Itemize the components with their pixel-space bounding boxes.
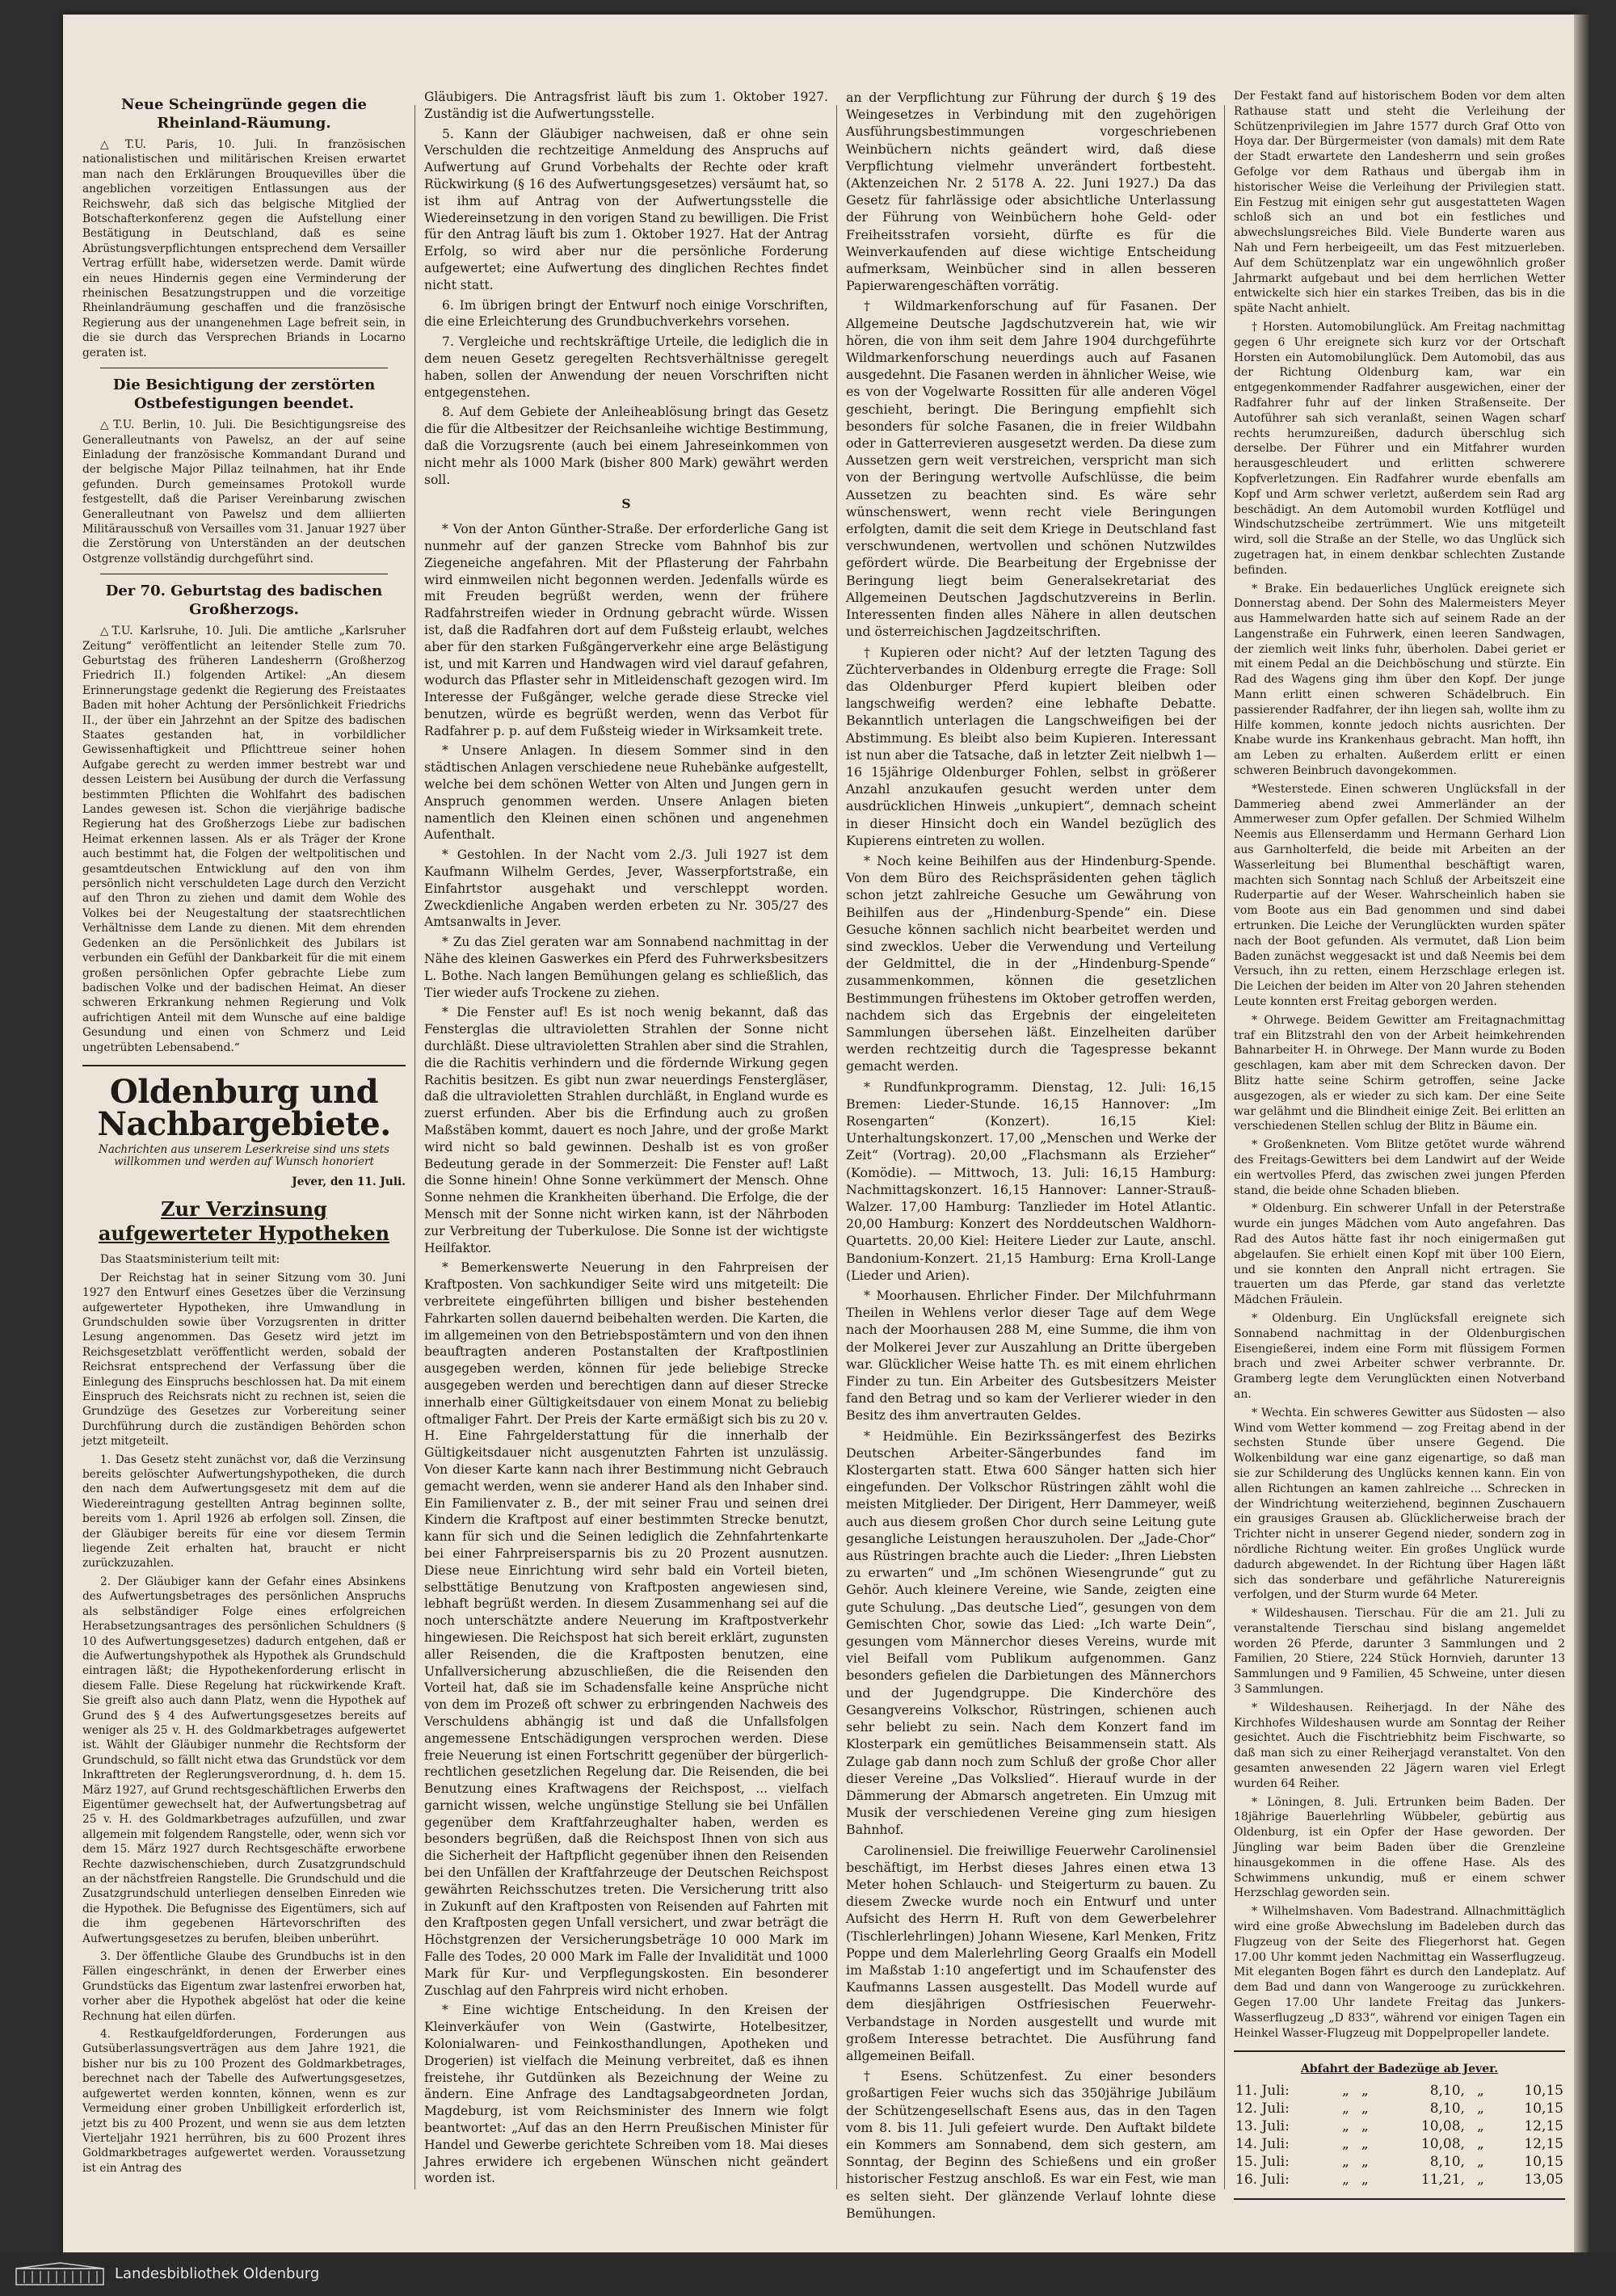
column-rule-2 — [836, 105, 837, 2189]
article-oldenburg-2: * Oldenburg. Ein Unglücksfall ereignete sich Sonnabend nachmittag in der Oldenburgischen Eisengießerei, indem eine Form mit flüssigem Formen brach und zwei Arbeiter schwer verbrannte. Dr. Gramberg legte dem Verunglückten einen Notverband an. — [1234, 1311, 1565, 1401]
article-grossenkneten: * Großenkneten. Vom Blitze getötet wurde während des Freitags-Gewitters bei dem Landwirt auf der Weide ein wertvolles Pferd, das zwischen zwei jungen Pferden stand, die beide ohne Schaden blieben. — [1234, 1138, 1565, 1197]
article-anton-guenther-strasse: * Von der Anton Günther-Straße. Der erforderliche Gang ist nunmehr auf der ganzen Strecke vom Bahnhof bis zur Ziegeneiche angefahren. Mit der Pflasterung der Fahrbahn wird einmweilen nicht begonnen werden. Jedenfalls würde es mit Freuden begrüßt werden, wenn der frühere Radfahrstreifen wieder in Ordnung gebracht würde. Wissen ist, daß die Radfahren dort auf dem Fußsteig erlaubt, welches aber für den starken Fußgängerverkehr eine arge Belästigung ist, und mit Karren und Handwagen wird viel darauf gefahren, wodurch das Pflaster sehr in Mitleidenschaft gezogen wird. Im Interesse der Fußgänger, welche gerade diese Strecke viel benutzen, würde es begrüßt werden, wenn das Verbot für Radfahrer p. p. auf dem Fußsteig wieder in Wirksamkeit trete. — [424, 522, 828, 738]
article-westerstede: *Westerstede. Einen schweren Unglücksfall in der Dammerieg abend zwei Ammerländer an der Ammerweser zum Opfer gefallen. Der Schmied Wilhelm Neemis aus Ellenserdamm und Hermann Gerhard Lion aus Garnholterfeld, die beide mit Arbeiten an der Wasserleitung bei Blumenthal beschäftigt waren, machten sich Sonntag nach Schluß der Arbeitszeit eine Ruderpartie auf der Weser. Wahrscheinlich haben sie vom Boote aus ein Bad genommen und sind dabei ertrunken. Die Leiche der Verunglückten wurden später nach der Boot gefunden. Als vermutet, daß Lion beim Baden zunächst weggesackt ist und daß Neemis bei dem Versuch, ihn zu retten, einem Herzschlage erlegen ist. Die Leichen der beiden im Alter von 20 Jahren stehenden Leute konnten erst Freitag geborgen werden. — [1234, 782, 1565, 1009]
article-kupieren: † Kupieren oder nicht? Auf der letzten Tagung des Züchterverbandes in Oldenburg erregte die Frage: Soll das Oldenburger Pferd kupiert bleiben oder langschweifig werden? eine lebhafte Debatte. Bekanntlich unterlagen die Langschweifigen bei der Abstimmung. Es bleibt also beim Kupieren. Interessant ist nun aber die Tatsache, daß in letzter Zeit nielbwh 1—16 15jährige Oldenburger Fohlen, selbst in größerer Anzahl anzukaufen gesucht werden unter dem ausdrücklichen Hinweis „unkupiert“, demnach scheint in dieser Hinsicht doch ein Wandel bezüglich des Kupierens eintreten zu wollen. — [846, 644, 1216, 848]
paragraph: 5. Kann der Gläubiger nachweisen, daß er ohne sein Verschulden die rechtzeitige Anmeldung des Anspruchs auf Aufwertung auf Grund Vorbehalts der Rechte oder kraft Rückwirkung (§ 16 des Aufwertungsgesetzes) versäumt hat, so ist ihm auf Antrag von der Aufwertungsstelle die Wiedereinsetzung in den vorigen Stand zu bewilligen. Die Frist für den Antrag läuft bis zum 1. Oktober 1927. Hat der Antrag Erfolg, so wird aber nur die persönliche Forderung aufgewertet; eine Aufwertung des dinglichen Rechtes findet nicht statt. — [424, 126, 828, 292]
headline-hypotheken: Zur Verzinsung aufgewerteter Hypotheken — [98, 1197, 390, 1246]
timetable-cell: 11,21, — [1420, 2172, 1465, 2189]
timetable-cell: 11. Juli: — [1235, 2083, 1290, 2100]
article-wildeshausen-reiherjagd: * Wildeshausen. Reiherjagd. In der Nähe des Kirchhofes Wildeshausen wurde am Sonntag der Reiher gesichtet. Auch die Fischtriebhitz beim Fischwarte, so daß man sich zu einer Reiherjagd veranstaltet. Von den gesamten anwesenden 22 Jägern waren viel Erlegt wurden 64 Reiher. — [1234, 1701, 1565, 1790]
article-loeningen: * Löningen, 8. Juli. Ertrunken beim Baden. Der 18jährige Bauerlehrling Wübbeler, gebürtig aus Oldenburg, ist ein Opfer der Hase geworden. Der Jüngling war beim Baden über die Grenzleine hinausgekommen in die offene Hase. Als des Schwimmens unkundig, muß er einem schwer Herzschlag geworden sein. — [1234, 1795, 1565, 1900]
article-karlsruhe: △T.U. Karlsruhe, 10. Juli. Die amtliche „Karlsruher Zeitung“ veröffentlicht an leitender Stelle zum 70. Geburtstag des früheren Landesherrn (Großherzog Friedrich II.) folgenden Artikel: „An diesem Erinnerungstage gedenkt die Regierung des Freistaates Baden mit hoher Achtung der Persönlichkeit Friedrichs II., der über ein Jahrzehnt an der Spitze des badischen Staates gestanden hat, in vorbildlicher Gewissenhaftigkeit und Pflichttreue seiner hohen Aufgabe gerecht zu werden immer bestrebt war und dessen Leistern bei Ausübung der durch die Verfassung bestimmten Pflichten die Wohlfahrt des badischen Landes gewesen ist. Schon die vierjährige badische Regierung hat des Großherzogs Liebe zur badischen Heimat erkennen lassen. Als er als Träger der Krone auch bestimmt hat, die Folgen der weltpolitischen und gesamtdeutschen Entwicklung auf den von ihm persönlich nicht verschuldeten Lage durch den Verzicht auf den Thron zu ziehen und damit dem Wohle des Volkes bei der Neugestaltung der staatsrechtlichen Verhältnisse dem Lande zu dienen. Mit dem ehrenden Gedenken an die Persönlichkeit des Jubilars ist verbunden ein Gefühl der Dankbarkeit für die mit einem großen persönlichen Opfer gebrachte Liebe zum badischen Volke und der badischen Heimat. An dieser schweren Erkrankung nehmen Regierung und Volk aufrichtigen Anteil mit dem Wunsche auf eine baldige Gesundung und einen von Schmerz und Leid ungetrübten Lebensabend.“ — [82, 624, 406, 1054]
dateline: Jever, den 11. Juli. — [292, 1175, 406, 1188]
timetable-cell: 8,10, — [1429, 2083, 1465, 2100]
paragraph: 3. Der öffentliche Glaube des Grundbuchs ist in den Fällen eingeschränkt, in denen der Erwerber eines Grundstücks das Eigentum zwar lastenfrei erworben hat, vorher aber die Hypothek abgelöst hat oder die keine Rechnung hat eilen dürfen. — [82, 1950, 406, 2023]
timetable-cell: „ — [1341, 2172, 1349, 2189]
article-kraftposten: * Bemerkenswerte Neuerung in den Fahrpreisen der Kraftposten. Von sachkundiger Seite wird uns mitgeteilt: Die verbreitete eingeführten billigen und bisher bestehenden Fahrkarten sollen dauernd beibehalten werden. Die Karten, die im allgemeinen von den Betriebspostämtern und von den ihnen beauftragten anderen Postanstalten der Kraftpostlinien ausgegeben werden, können für jede beliebige Strecke ausgegeben werden und berechtigen dann auf dieser Strecke innerhalb einer Gültigkeitsdauer von einem Monat zu beliebig oftmaliger Fahrt. Der Preis der Karte ermäßigt sich bis zu 20 v. H. Eine Fahrgelderstattung für die innerhalb der Gültigkeitsdauer nicht ausgenutzten Fahrten ist unzulässig. Von dieser Karte kann nach ihrer Bestimmung nicht Gebrauch gemacht werden, wenn sie anderer Hand als den Inhaber sind. Ein Familienvater z. B., der mit seiner Frau und seinen drei Kindern die Kraftpost auf einer bestimmten Strecke benutzt, kann für sich und die Seinen lediglich die Zehnfahrtenkarte bei einer Fahrpreisersparnis bis zu 20 Prozent ausnutzen. Diese neue Einrichtung wird sehr bald ein Vorteil bieten, selbsttätige Benutzung von Kraftposten angewiesen sind, lebhaft begrüßt werden. In diesem Zusammenhang sei auf die noch unterschätzte andere Neuerung im Kraftpostverkehr hingewiesen. Die Reichspost hat sich bereit erklärt, zugunsten aller Reisenden, die die Kraftposten benutzen, eine Unfallversicherung abzuschließen, die die Reisenden den Vorteil hat, daß sie im Schadensfalle keine Ansprüche nicht von dem im Prozeß oft schwer zu erbringenden Nachweis des Verschuldens abhängig ist und daß die Unfallsfolgen angemessene Entschädigungen versprochen werden. Diese freie Neuerung ist einen Fortschritt gegenüber der bürgerlich-rechtlichen gesetzlichen Regelung dar. Die Reisenden, die bei Benutzung eines Kraftwagens der Reichspost, ... vielfach garnicht wissen, welche ungünstige Stellung sie bei Unfällen gegenüber dem Kraftfahrzeughalter haben, werden es besonders begrüßen, daß die Reichspost Ihnen von sich aus die Sicherheit der Haftpflicht gegenüber ihnen den Reisenden bei den Unfällen der Kraftfahrzeuge der Deutschen Reichspost gewährten Reichsschutzes treten. Die Versicherung tritt also in Zukunft auf den Kraftposten von Reisenden auf Fahrten mit den Kraftposten gegen Unfall versichert, und zwar beträgt die Höchstgrenzen der Versicherungsbeträge 10 000 Mark im Falle des Todes, 20 000 Mark im Falle der Invalidität und 1000 Mark für Kur- und Verpflegungskosten. Ein besonderer Zuschlag auf den Fahrpreis wird nicht erhoben. — [424, 1260, 828, 1998]
paragraph: an der Verpflichtung zur Führung der durch § 19 des Weingesetzes in Verbindung mit den zugehörigen Ausführungsbestimmungen vorgeschriebenen Weinbüchern nichts geändert wird, daß diese Verpflichtung vielmehr unverändert fortbesteht. (Aktenzeichen Nr. 2 5178 A. 22. Juni 1927.) Da das Gesetz für fahrlässige oder absichtliche Unterlassung der Führung von Weinbüchern hohe Geld- oder Freiheitsstrafen vorsieht, dürfte es für die Weinverkaufenden auf diese wichtige Entscheidung aufmerksam, Weinbücher sind in allen besseren Papierwarengeschäften vorrätig. — [846, 90, 1216, 294]
column-4 — [1234, 89, 1565, 2210]
timetable-cell: 16. Juli: — [1235, 2172, 1290, 2189]
paragraph: Das Staatsministerium teilt mit: — [100, 1253, 280, 1267]
timetable-title: Abfahrt der Badezüge ab Jever. — [1300, 2063, 1499, 2076]
paragraph: Der Festakt fand auf historischem Boden vor dem alten Rathause statt und steht die Verleihung der Schützenprivilegien im Jahre 1577 durch Graf Otto von Hoya dar. Der Bürgermeister (von damals) mit dem Rate der Stadt erwartete den Landesherrn und sein großes Gefolge vor dem Rathaus und übergab ihm in historischer Weise die Verleihung der Privilegien statt. Ein Festzug mit einigen sehr gut ausgestatteten Wagen schloß sich an und bot ein festliches und abwechslungsreiches Bild. Viele Bunderte waren aus Nah und Fern herbeigeeilt, um das Fest mitzuerleben. Auf dem Schützenplatz war ein ungewöhnlich großer Jahrmarkt aufgebaut und bei dem herrlichen Wetter entwickelte sich hier ein starkes Treiben, das bis in die späte Nacht anhielt. — [1234, 90, 1565, 316]
article-brake: * Brake. Ein bedauerliches Unglück ereignete sich Donnerstag abend. Der Sohn des Malermeisters Meyer aus Hammelwarden hatte sich auf seinem Rade an der Langenstraße ein Fuhrwerk, einen leeren Sandwagen, der ziemlich weit links fuhr, überholen. Dabei geriet er mit einem Pedal an die Deichböschung und stürzte. Ein Rad des Wagens ging ihm über den Kopf. Der junge Mann erlitt einen schweren Schädelbruch. Ein passierender Radfahrer, der ihn liegen sah, wollte ihm zu Hilfe kommen, konnte jedoch nichts ausrichten. Der Knabe wurde ins Krankenhaus gebracht. Man hofft, ihn am Leben zu erhalten. Außerdem erlitt er einen schweren Beinbruch davongekommen. — [1234, 582, 1565, 778]
timetable-cell: „ — [1477, 2154, 1484, 2171]
column-rule-3 — [1224, 105, 1225, 2189]
paragraph: 4. Restkaufgeldforderungen, Forderungen aus Gutsüberlassungsverträgen aus dem Jahre 1921, die bisher nur bis zu 100 Prozent des Goldmarkbetrages, berechnet nach der Tabelle des Aufwertungsgesetzes, aufgewertet werden konnten, können, wenn es zur Vermeidung einer groben Unbilligkeit erforderlich ist, jetzt bis zu 400 Prozent, und wenn sie aus dem letzten Vierteljahr 1921 herrühren, bis zu 600 Prozent ihres Goldmarkbetrages aufgewertet werden. Voraussetzung ist ein Antrag des — [82, 2028, 406, 2175]
timetable-cell: 8,10, — [1429, 2154, 1465, 2171]
paragraph: 7. Vergleiche und rechtskräftige Urteile, die lediglich die in dem neuen Gesetz geregelten Rechtsverhältnisse geregelt haben, sollen der Anwendung der neuen Vorschriften nicht entgegenstehen. — [424, 334, 828, 400]
section-masthead: Oldenburg und Nachbargebiete. — [97, 1072, 391, 1143]
article-anlagen: * Unsere Anlagen. In diesem Sommer sind in den städtischen Anlagen verschiedene neue Ruhebänke aufgestellt, welche bei dem schönen Wetter von Alten und Jungen gern in Anspruch genommen werden. Unsere Anlagen bieten namentlich den Kleinen einen schönen und angenehmen Aufenthalt. — [424, 743, 828, 843]
article-moorhausen: * Moorhausen. Ehrlicher Finder. Der Milchfuhrmann Theilen in Wehlens verlor dieser Tage auf dem Wege nach der Moorhausen 288 M, eine Summe, die ihm von der Molkerei Jever zur Auszahlung an Dritte übergeben war. Glücklicher Weise hatte Th. es mit einem ehrlichen Finder zu tun. Ein Arbeiter des Gutsbesitzers Meister fand den Betrag und so kam der Verlierer wieder in den Besitz des ihm anvertrauten Geldes. — [846, 1288, 1216, 1423]
timetable-cell: 10,15 — [1524, 2100, 1563, 2117]
timetable-row — [1234, 2171, 1565, 2189]
timetable-row — [1234, 2117, 1565, 2135]
timetable-cell: „ — [1361, 2172, 1369, 2189]
timetable-cell: „ — [1361, 2154, 1369, 2171]
timetable-row — [1234, 2082, 1565, 2100]
timetable-cell: „ — [1361, 2136, 1369, 2153]
article-entscheidung: * Eine wichtige Entscheidung. In den Kreisen der Kleinverkäufer von Wein (Gastwirte, Hotelbesitzer, Kolonialwaren- und Feinkosthandlungen, Apotheken und Drogerien) ist vielfach die Meinung verbreitet, daß es ihnen freistehe, ihr Gutdünken als Bezeichnung der Weine zu ändern. Eine Anfrage des Landtagsabgeordneten Jordan, Magdeburg, ist vom Reichsminister des Innern wie folgt beantwortet: „Auf das an den Herrn Preußischen Minister für Handel und Gewerbe gerichtete Schreiben vom 18. Mai dieses Jahres erwidere ich ergebenen Wünschen nicht geändert worden ist. — [424, 2003, 828, 2186]
article-esens: † Esens. Schützenfest. Zu einer besonders großartigen Feier wuchs sich das 350jährige Jubiläum der Schützengesellschaft Esens aus, das in den Tagen vom 8. bis 11. Juli gefeiert wurde. Den Auftakt bildete ein Kommers am Sonnabend, dem sich gestern, am Sonntag, der Beginn des Schießens und ein großer historischer Festzug anschloß. Es war ein Fest, wie man es selten sieht. Der glänzende Verlauf lohnte diese Bemühungen. — [846, 2068, 1216, 2221]
section-subtitle: Nachrichten aus unserem Leserkreise sind uns stets willkommen und werden auf Wunsch honoriert — [99, 1142, 389, 1168]
viewer-footer — [0, 2252, 1616, 2296]
article-paris: △T.U. Paris, 10. Juli. In französischen nationalistischen und militärischen Kreisen erwartet man nach den Erklärungen Brouquevilles über die angeblichen vorzeitigen Entlassungen aus der Reichswehr, daß sich das belgische Mitglied der Botschafterkonferenz gegen die Aufstellung einer Bestätigung in Deutschland, daß es seine Abrüstungsverpflichtungen entsprechend dem Versailler Vertrag erfüllt habe, widersetzen werde. Damit würde ein neues Hindernis gegen eine Verminderung der rheinischen Besatzungstruppen und die vorzeitige Rheinlandräumung geschaffen und die französische Regierung aus der unangenehmen Lage befreit sein, in die sie durch das Versprechen Briands in Locarno geraten ist. — [82, 138, 406, 360]
column-2 — [424, 89, 828, 2190]
column-1 — [82, 89, 406, 2179]
article-carolinensiel: Carolinensiel. Die freiwillige Feuerwehr Carolinensiel beschäftigt, im Herbst dieses Jahres einen etwa 13 Meter hohen Schlauch- und Steigerturm zu bauen. Zu diesem Zwecke wurde noch ein Entwurf und unter Aufsicht des Herrn H. Ruft von dem Gewerbelehrer (Tischlerlehrlingen) Johann Wiesene, Karl Menken, Fritz Poppe und dem Malerlehrling Georg Graalfs ein Modell im Maßstab 1:10 angefertigt und im Schaufenster des Kaufmanns Lassen ausgestellt. Das Modell wurde auf dem diesjährigen Ostfriesischen Feuerwehr-Verbandstage in Norden ausgestellt und wurde mit großem Interesse betrachtet. Die Ausführung fand allgemeinen Beifall. — [846, 1842, 1216, 2063]
timetable — [1234, 2082, 1565, 2189]
article-rundfunk: * Rundfunkprogramm. Dienstag, 12. Juli: 16,15 Bremen: Lieder-Stunde. 16,15 Hannover: „Im Rosengarten“ (Konzert). 16,15 Kiel: Unterhaltungskonzert. 17,00 „Menschen und Werke der Zeit“ (Vortrag). 20,00 „Flachsmann als Erzieher“ (Komödie). — Mittwoch, 13. Juli: 16,15 Hamburg: Nachmittagskonzert. 16,15 Hannover: Lanner-Strauß-Walzer. 17,00 Hamburg: Tanzlieder im Hotel Atlantic. 20,00 Hamburg: Konzert des Norddeutschen Waldhorn-Quartetts. 20,00 Kiel: Heitere Lieder zur Laute, anschl. Bandonium-Konzert. 21,15 Hamburg: Erna Kroll-Lange (Lieder und Arien). — [846, 1079, 1216, 1283]
page-edge — [1574, 15, 1589, 2252]
timetable-cell: 14. Juli: — [1235, 2136, 1290, 2153]
timetable-cell: „ — [1477, 2083, 1484, 2100]
library-building-icon — [15, 2262, 105, 2286]
timetable-cell: 10,08, — [1420, 2136, 1465, 2153]
paragraph: 2. Der Gläubiger kann der Gefahr eines Absinkens des Aufwertungsbetrages des persönlichen Anspruchs als selbständiger Folge eines erfolgreichen Herabsetzungsantrages des persönlichen Schuldners (§ 10 des Aufwertungsgesetzes) dadurch entgehen, daß er die Aufwertungshypothek als Hypothek als Grundschuld eintragen läßt; die Hypothekenforderung erlischt in diesem Falle. Diese Regelung hat rückwirkende Kraft. Sie greift also auch dann Platz, wenn die Hypothek auf Grund des § 4 des Aufwertungsgesetzes bereits auf weniger als 25 v. H. des Goldmarkbetrages aufgewertet ist. Wählt der Gläubiger nunmehr die Rechtsform der Grundschuld, so fällt nicht etwa das Grundstück vor dem Inkrafttreten der Reglerungsverordnung, d. h. dem 15. März 1927, auf Grund rechtsgeschäftlichen Erwerbs den Eigentümer gewechselt hat, der Aufwertungsbetrag auf 25 v. H. des Goldmarkbetrages aufzufüllen, und zwar allgemein mit folgendem Rangstelle, oder, wenn sich vor dem 15. März 1927 durch Rechtsgeschäfte erworbene Rechte dazwischenschieben, durch Zusatzgrundschuld an der nächstfreien Rangstelle. Die Grundschuld und die Zusatzgrundschuld unterliegen denselben Einreden wie die Hypothek. Die Befugnisse des Eigentümers, sich auf die ihm gegebenen Härtevorschriften des Aufwertungsgesetzes zu berufen, bleiben unberührt. — [82, 1575, 406, 1945]
timetable-cell: 10,15 — [1524, 2154, 1563, 2171]
headline-rheinland: Neue Scheingründe gegen die Rheinland-Räumung. — [121, 96, 367, 132]
timetable-row — [1234, 2135, 1565, 2153]
paragraph: 8. Auf dem Gebiete der Anleiheablösung bringt das Gesetz die für die Altbesitzer der Reichsanleihe wichtige Bestimmung, daß die Vorzugsrente (auch bei einem Jahreseinkommen von nicht mehr als 1000 Mark (bisher 800 Mark) gewährt werden soll. — [424, 405, 828, 487]
divider — [1234, 2198, 1565, 2200]
timetable-cell: „ — [1361, 2083, 1369, 2100]
timetable-cell: 15. Juli: — [1235, 2154, 1290, 2171]
timetable-row — [1234, 2100, 1565, 2117]
article-wechta: * Wechta. Ein schweres Gewitter aus Südosten — also Wind vom Wetter kommend — zog Freitag abend in der sechsten Stunde über unsere Gegend. Die Wolkenbildung war eine ganz eigenartige, so daß man sie zur Schilderung des Unglücks kennen kann. Ein von allen Richtungen an kamen zahlreiche ... Schrecken in der Windrichtung weiterziehend, beginnen Zuschauern ein grausiges Grausen ab. Glücklicherweise brach der Trichter nicht in unserer Gegend nieder, sondern zog in nördliche Richtung weiter. Ein großes Unglück wurde dadurch abgewendet. In der Richtung über Hagen läßt sich das sonderbare und gefährliche Naturereignis verfolgen, und der Sturm wurde 64 Meter. — [1234, 1406, 1565, 1602]
timetable-cell: 13,05 — [1524, 2172, 1563, 2189]
section-mark: S — [621, 496, 631, 512]
paragraph: Gläubigers. Die Antragsfrist läuft bis zum 1. Oktober 1927. Zuständig ist die Aufwertungsstelle. — [424, 90, 828, 121]
article-heidmuehle: * Heidmühle. Ein Bezirkssängerfest des Bezirks Deutschen Arbeiter-Sängerbundes fand im Klostergarten statt. Etwa 600 Sänger hatten sich hier eingefunden. Der Volkschor Rüstringen zählt wohl die meisten Mitglieder. Der Dirigent, Herr Dammeyer, weiß auch aus diesem großen Chor durch seine Leitung gute gesangliche Leistungen herauszuholen. Der „Jade-Chor“ aus Rüstringen brachte auch die Lieder: „Ihren Liebsten zu erwarten“ und „Im schönen Wiesengrunde“ gut zu Gehör. Auch kleinere Vereine, wie Sande, zeigten eine gute Schulung. „Das deutsche Lied“, gesungen von dem Gemischten Chor, sowie das Lied: „Ich warte Dein“, gesungen vom Männerchor dieses Vereins, wurde mit viel Beifall vom Publikum aufgenommen. Ganz besonders gefielen die Darbietungen des Männerchors und der Jugendgruppe. Die Kinderchöre des Gesangvereins Volkschor, Rüstringen, schienen auch sehr beliebt zu sein. Nach dem Konzert fand im Klosterpark ein gemütliches Beisammensein statt. Als Zulage gab dann noch zum Schluß der große Chor aller dieser Vereine „Das Volkslied“. Hierauf wurde in der Dämmerung der Abmarsch angetreten. Ein Umzug mit Musik der verschiedenen Vereine ging zum hiesigen Bahnhof. — [846, 1428, 1216, 1838]
article-wilhelmshaven: * Wilhelmshaven. Vom Badestrand. Allnachmittäglich wird eine große Abwechslung im Badeleben durch das Flugzeug von der Seite des Fliegerhorst hat. Gegen 17.00 Uhr kommt jeden Nachmittag ein Wasserflugzeug. Mit eleganten Bogen fährt es durch den Landeplatz. Auf dem Bad und dann von Wangerooge zu zurückkehren. Gegen 17.00 Uhr landete Freitag das Junkers-Wasserflugzeug „D 833“, während vor einigen Tagen ein Heinkel Wasser-Flugzeug mit Doppelpropeller landete. — [1234, 1905, 1565, 2040]
article-fasanen: † Wildmarkenforschung auf für Fasanen. Der Allgemeine Deutsche Jagdschutzverein hat, wie wir hören, die von ihm seit dem Jahre 1904 durchgeführte Wildmarkenforschung neuerdings auch auf Fasanen ausgedehnt. Die Fasanen werden in ähnlicher Weise, wie es von der Vogelwarte Rossitten für alle anderen Vögel geschieht, beringt. Die Beringung empfiehlt sich besonders für solche Fasanen, die in freier Wildbahn oder in Gatterrevieren ausgesetzt werden. Da diese zum Aussetzen gern weit verstreichen, verspricht man sich von der Beringung wertvolle Aufschlüsse, die beim Aussetzen zu beachten sind. Es wäre sehr wünschenswert, wenn recht viele Beringungen erfolgten, damit die seit dem Kriege in Deutschland fast verschwundenen, wertvollen und schönen Nutzwildes gefördert würde. Die Bearbeitung der Ergebnisse der Beringung liegt beim Generalsekretariat des Allgemeinen Deutschen Jagdschutzvereins in Berlin. Interessenten finden alles Nähere in allen deutschen und österreichischen Jagdzeitschriften. — [846, 298, 1216, 640]
timetable-cell: „ — [1477, 2100, 1484, 2117]
timetable-cell: 10,08, — [1420, 2118, 1465, 2135]
timetable-cell: „ — [1361, 2118, 1369, 2135]
article-pferd: * Zu das Ziel geraten war am Sonnabend nachmittag in der Nähe des kleinen Gaswerkes ein Pferd des Fuhrwerksbesitzers L. Bothe. Nach langen Bemühungen gelang es schließlich, das Tier wieder aufs Trockene zu ziehen. — [424, 935, 828, 1000]
timetable-cell: „ — [1477, 2172, 1484, 2189]
timetable-cell: 12. Juli: — [1235, 2100, 1290, 2117]
timetable-cell: „ — [1361, 2100, 1369, 2117]
article-hindenburg-spende: * Noch keine Beihilfen aus der Hindenburg-Spende. Von dem Büro des Reichspräsidenten gehen täglich schon jetzt zahlreiche Gesuche um Gewährung von Beihilfen aus der „Hindenburg-Spende“ ein. Diese Gesuche können sachlich nicht bearbeitet werden und sind zwecklos. Ueber die Verwendung und Verteilung der Geldmittel, die in der „Hindenburg-Spende“ zusammenkommen, können die gesetzlichen Bestimmungen frühestens im Oktober getroffen werden, nachdem sich das Ergebnis der eingeleiteten Sammlungen übersehen läßt. Einzelheiten darüber werden rechtzeitig durch die Tagespresse bekannt gemacht werden. — [846, 852, 1216, 1074]
timetable-cell: 12,15 — [1524, 2136, 1563, 2153]
timetable-cell: 8,10, — [1429, 2100, 1465, 2117]
timetable-row — [1234, 2153, 1565, 2171]
library-name: Landesbibliothek Oldenburg — [115, 2265, 320, 2282]
timetable-cell: „ — [1477, 2118, 1484, 2135]
paragraph: Der Reichstag hat in seiner Sitzung vom 30. Juni 1927 den Entwurf eines Gesetzes über die Verzinsung aufgewerteter Hypotheken, ihre Umwandlung in Grundschulden sowie über Vorzugsrenten in dritter Lesung angenommen. Das Gesetz wird jetzt im Reichsgesetzblatt veröffentlicht werden, sobald der Reichsrat entsprechend der Verfassung über die Einlegung des Einspruchs beschlossen hat. Da mit einem Einspruch des Reichsrats nicht zu rechnen ist, seien die Grundzüge des Gesetzes zur Vorbereitung seiner Durchführung durch die zuständigen Behörden schon jetzt mitgeteilt. — [82, 1271, 406, 1449]
timetable-cell: „ — [1341, 2136, 1349, 2153]
timetable-cell: „ — [1341, 2100, 1349, 2117]
article-oldenburg-1: * Oldenburg. Ein schwerer Unfall in der Peterstraße wurde ein junges Mädchen vom Auto angefahren. Das Rad des Autos hätte fast ihr noch einigermaßen gut abgelaufen. Sie erhielt einen Kopf mit über 100 Eiern, und sie konnten den Anprall nicht ertragen. Sie trauerten um das Pferde, gar stand das verletzte Mädchen Fräulein. — [1234, 1202, 1565, 1307]
article-ohrwege: * Ohrwege. Beidem Gewitter am Freitagnachmittag traf ein Blitzstrahl den von der Arbeit heimkehrenden Bahnarbeiter H. in Ohrwege. Der Mann wurde zu Boden geschlagen, kam aber mit dem Schrecken davon. Der Blitz hatte seine Schirm getroffen, seine Jacke ausgezogen, als er wieder zu sich kam. Der eine Seite war gelähmt und die Blindheit einige Zeit. Bei erlitten an verschiedenen Stellen schlug der Blitz in Bäume ein. — [1234, 1013, 1565, 1133]
timetable-cell: 13. Juli: — [1235, 2118, 1290, 2135]
paragraph: 1. Das Gesetz steht zunächst vor, daß die Verzinsung bereits gelöschter Aufwertungshypotheken, die durch den nach dem Aufwertungsgesetz mit dem auf die Wiedereintragung gestellten Antrag beginnen sollte, bereits vom 1. April 1926 ab erfolgen soll. Zinsen, die der Gläubiger bereits für eine vor diesem Termin liegende Zeit erhalten hat, braucht er nicht zurückzuzahlen. — [82, 1453, 406, 1571]
divider — [1234, 2050, 1565, 2052]
timetable-cell: „ — [1341, 2118, 1349, 2135]
divider — [82, 1065, 406, 1066]
article-horsten: † Horsten. Automobilunglück. Am Freitag nachmittag gegen 6 Uhr ereignete sich kurz vor der Ortschaft Horsten ein Automobilunglück. Dem Automobil, das aus der Richtung Oldenburg kam, war ein entgegenkommender Radfahrer ausgewichen, einer der Radfahrer fuhr auf der linken Straßenseite. Der Autoführer sah sich veranlaßt, seinen Wagen scharf rechts herumzureißen, dadurch überschlug sich derselbe. Der Führer und ein Mitfahrer wurden herausgeschleudert und erlitten schwerere Kopfverletzungen. Ein Radfahrer wurde ebenfalls am Kopf und Arm schwer verletzt, außerdem sein Rad arg beschädigt. An dem Automobil wurden Kotflügel und Windschutzscheibe zertrümmert. Wie uns mitgeteilt wird, soll die Straße an der Stelle, wo das Unglück sich zugetragen hat, in einem denkbar schlechten Zustande befinden. — [1234, 320, 1565, 577]
timetable-cell: „ — [1341, 2154, 1349, 2171]
headline-grossherzog: Der 70. Geburtstag des badischen Großherzogs. — [105, 582, 383, 619]
headline-ostbefestigungen: Die Besichtigung der zerstörten Ostbefestigungen beendet. — [112, 376, 376, 413]
paragraph: 6. Im übrigen bringt der Entwurf noch einige Vorschriften, die eine Erleichterung des Grundbuchverkehrs vorsehen. — [424, 297, 828, 330]
column-3 — [846, 89, 1216, 2225]
timetable-cell: 10,15 — [1524, 2083, 1563, 2100]
article-wildeshausen-tierschau: * Wildeshausen. Tierschau. Für die am 21. Juli zu veranstaltende Tierschau sind bislang angemeldet worden 26 Pferde, darunter 3 Sammlungen und 2 Familien, 20 Stiere, 224 Stück Hornvieh, darunter 13 Sammlungen und 9 Familien, 45 Schweine, unter diesen 3 Sammlungen. — [1234, 1607, 1565, 1697]
timetable-cell: „ — [1477, 2136, 1484, 2153]
timetable-cell: „ — [1341, 2083, 1349, 2100]
article-berlin: △T.U. Berlin, 10. Juli. Die Besichtigungsreise des Generalleutnants von Pawelsz, an der auf seine Einladung der französische Kommandant Durand und der belgische Major Pillaz teilnahmen, hat ihr Ende gefunden. Durch gemeinsames Protokoll wurde festgestellt, daß die Pariser Vereinbarung zwischen Generalleutnant von Pawelsz und dem alliierten Militärausschuß von Versailles vom 31. Januar 1927 über die Zerstörung von Unterständen an der deutschen Ostgrenze vollständig durchgeführt sind. — [82, 418, 406, 566]
article-gestohlen: * Gestohlen. In der Nacht vom 2./3. Juli 1927 ist dem Kaufmann Wilhelm Gerdes, Jever, Wasserpfortstraße, ein Einfahrtstor ausgehakt und verschleppt worden. Zweckdienliche Angaben werden erbeten zu Nr. 305/27 des Amtsanwalts in Jever. — [424, 847, 828, 930]
timetable-cell: 12,15 — [1524, 2118, 1563, 2135]
article-fenster: * Die Fenster auf! Es ist noch wenig bekannt, daß das Fensterglas die ultravioletten Strahlen der Sonne nicht durchläßt. Diese ultravioletten Strahlen aber sind die Strahlen, die die Rachitis verhindern und die fördernde Wirkung gegen Rachitis besitzen. Es gibt nun zwar neuerdings Fenstergläser, daß die ultravioletten Strahlen durchläßt, in England wurde es zuerst erfunden. Aber bis die Erfindung auch zu großen Maßstäben kommt, dauert es noch Jahre, und der große Markt wird nicht so bald gewinnen. Deshalb ist es von großer Bedeutung gerade in der Sommerzeit: Die Fenster auf! Laßt die Sonne hinein! Ohne Sonne verkümmert der Mensch. Ohne Sonne nehmen die Krankheiten überhand. Die Erfolge, die der Mensch mit der Sonne nicht wirken kann, ist der Nährboden zur Verbreitung der Tuberkulose. Die Sonne ist der wichtigste Heilfaktor. — [424, 1005, 828, 1255]
